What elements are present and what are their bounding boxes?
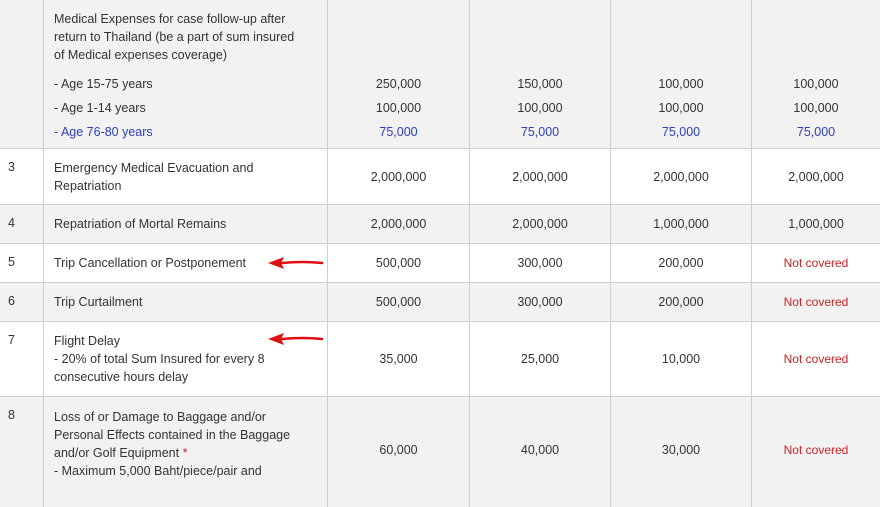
benefit-description-cell — [44, 397, 328, 507]
row-number-cell — [0, 149, 44, 204]
table-row-medical-follow-up — [0, 0, 880, 149]
not-covered-label: Not covered — [783, 352, 849, 366]
description-line: Trip Cancellation or Postponement — [54, 256, 246, 270]
value: 75,000 — [520, 125, 560, 139]
benefit-description-cell — [44, 205, 328, 243]
plan-value-cell — [328, 205, 470, 243]
plan-value-cell — [328, 0, 470, 148]
value: 300,000 — [517, 256, 563, 270]
plan-value-cell — [611, 397, 752, 507]
benefit-description-cell — [44, 0, 328, 148]
plan-value-cell — [611, 149, 752, 204]
plan-value-cell — [470, 0, 611, 148]
value: 1,000,000 — [653, 217, 709, 231]
value: 75,000 — [661, 125, 701, 139]
description-line: - Maximum 5,000 Baht/piece/pair and — [54, 464, 262, 478]
red-arrow-icon — [266, 256, 324, 270]
table-row-emergency-evacuation — [0, 149, 880, 205]
value: 1,000,000 — [788, 217, 844, 231]
age-76-80-label: - Age 76-80 years — [54, 125, 153, 139]
value: 100,000 — [658, 77, 704, 91]
description-line: Trip Curtailment — [54, 295, 143, 309]
value: 2,000,000 — [788, 169, 844, 184]
row-number-cell — [0, 322, 44, 396]
description-line: Repatriation — [54, 178, 122, 193]
value: 200,000 — [658, 256, 704, 270]
row-number: 5 — [8, 255, 15, 269]
value: 200,000 — [658, 295, 704, 309]
plan-value-cell — [752, 397, 880, 507]
value: 30,000 — [661, 443, 701, 457]
row-number-cell — [0, 283, 44, 321]
value: 100,000 — [517, 101, 563, 115]
plan-value-cell — [328, 322, 470, 396]
description-line: Emergency Medical Evacuation and — [54, 160, 254, 175]
red-arrow-icon — [266, 332, 324, 346]
description-line: Repatriation of Mortal Remains — [54, 217, 227, 231]
plan-value-cell — [470, 149, 611, 204]
plan-value-cell — [752, 322, 880, 396]
description-line: Personal Effects contained in the Baggage — [54, 428, 291, 442]
benefit-description-cell — [44, 283, 328, 321]
benefit-description-cell — [44, 322, 328, 396]
value: 2,000,000 — [512, 169, 568, 184]
value: 300,000 — [517, 295, 563, 309]
table-row-trip-curtailment — [0, 283, 880, 322]
plan-value-cell — [611, 244, 752, 282]
row-number-cell — [0, 397, 44, 507]
plan-value-cell — [328, 149, 470, 204]
description-line: and/or Golf Equipment — [54, 446, 180, 460]
value: 35,000 — [379, 352, 418, 366]
value: 100,000 — [793, 101, 839, 115]
value: 2,000,000 — [370, 217, 427, 231]
plan-value-cell — [328, 244, 470, 282]
plan-value-cell — [752, 283, 880, 321]
value: 500,000 — [375, 295, 422, 309]
plan-value-cell — [752, 205, 880, 243]
table-row-flight-delay — [0, 322, 880, 397]
benefit-description-cell — [44, 149, 328, 204]
row-number: 3 — [8, 160, 15, 174]
value: 2,000,000 — [512, 217, 568, 231]
not-covered-label: Not covered — [783, 256, 849, 270]
plan-value-cell — [611, 322, 752, 396]
age-15-75-label: - Age 15-75 years — [54, 77, 153, 91]
plan-value-cell — [611, 0, 752, 148]
description-line: Medical Expenses for case follow-up after — [54, 12, 286, 26]
value: 2,000,000 — [653, 169, 709, 184]
value: 25,000 — [520, 352, 560, 366]
plan-value-cell — [328, 283, 470, 321]
description-line: - 20% of total Sum Insured for every 8 — [54, 352, 265, 366]
table-row-mortal-remains — [0, 205, 880, 244]
row-number: 7 — [8, 333, 15, 347]
table-row-trip-cancellation — [0, 244, 880, 283]
description-line: Flight Delay — [54, 334, 120, 348]
plan-value-cell — [328, 397, 470, 507]
value: 100,000 — [375, 101, 422, 115]
value: 40,000 — [520, 443, 560, 457]
description-line: consecutive hours delay — [54, 370, 189, 384]
row-number-cell — [0, 205, 44, 243]
asterisk-note: * — [182, 446, 188, 460]
not-covered-label: Not covered — [783, 295, 849, 309]
row-number: 6 — [8, 294, 15, 308]
value: 60,000 — [379, 443, 418, 457]
plan-value-cell — [752, 149, 880, 204]
plan-value-cell — [470, 205, 611, 243]
table-row-baggage-loss — [0, 397, 880, 507]
benefit-description-cell — [44, 244, 328, 282]
row-number: 4 — [8, 216, 15, 230]
age-1-14-label: - Age 1-14 years — [54, 101, 146, 115]
value: 100,000 — [658, 101, 704, 115]
value: 500,000 — [375, 256, 422, 270]
description-line: Loss of or Damage to Baggage and/or — [54, 410, 266, 424]
value: 75,000 — [796, 125, 836, 139]
row-number: 8 — [8, 408, 15, 422]
value: 150,000 — [517, 77, 563, 91]
plan-value-cell — [470, 397, 611, 507]
description-line: of Medical expenses coverage) — [54, 48, 228, 62]
plan-value-cell — [752, 0, 880, 148]
value: 75,000 — [379, 125, 418, 139]
plan-value-cell — [470, 322, 611, 396]
not-covered-label: Not covered — [783, 443, 849, 457]
value: 100,000 — [793, 77, 839, 91]
plan-value-cell — [470, 244, 611, 282]
description-line: return to Thailand (be a part of sum insured — [54, 30, 295, 44]
row-number-cell — [0, 244, 44, 282]
plan-value-cell — [611, 205, 752, 243]
plan-value-cell — [470, 283, 611, 321]
row-number-cell — [0, 0, 44, 148]
plan-value-cell — [752, 244, 880, 282]
plan-value-cell — [611, 283, 752, 321]
value: 10,000 — [661, 352, 701, 366]
value: 2,000,000 — [370, 169, 427, 184]
value: 250,000 — [375, 77, 422, 91]
